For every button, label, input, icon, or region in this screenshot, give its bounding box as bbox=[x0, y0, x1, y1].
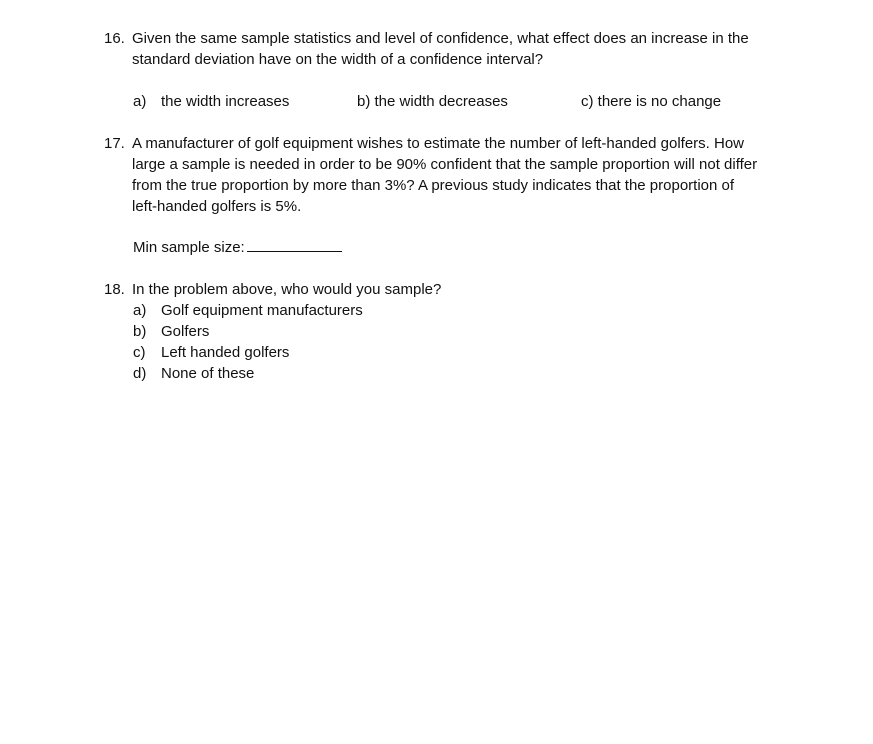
option-letter: a) bbox=[133, 93, 147, 110]
question-17-text-line-3: from the true proportion by more than 3%? A previous study indicates that the proportion of bbox=[132, 177, 735, 194]
option-letter: d) bbox=[133, 365, 147, 382]
question-16-line-1-row bbox=[104, 28, 824, 49]
option-letter: a) bbox=[133, 302, 147, 319]
question-16-line-2-row bbox=[104, 49, 824, 70]
min-sample-size-label: Min sample size: bbox=[133, 239, 245, 256]
option-text: the width decreases bbox=[374, 93, 508, 110]
question-17-indent bbox=[104, 175, 132, 196]
question-17-indent bbox=[104, 196, 132, 217]
option-letter: c) bbox=[133, 344, 146, 361]
question-18-option-a[interactable] bbox=[133, 300, 363, 321]
option-text: the width increases bbox=[161, 93, 290, 110]
question-18-text-line-1: In the problem above, who would you sample? bbox=[132, 281, 442, 298]
question-17-number: 17. bbox=[104, 135, 125, 152]
question-17-line-3-row bbox=[104, 175, 824, 196]
question-18-option-d[interactable] bbox=[133, 363, 363, 384]
question-17-line-4-row bbox=[104, 196, 824, 217]
question-18-options bbox=[133, 300, 363, 384]
option-letter: b) bbox=[357, 93, 371, 110]
question-16-text-line-2: standard deviation have on the width of a confidence interval? bbox=[132, 51, 544, 68]
option-letter: c) bbox=[581, 93, 594, 110]
option-text: Golf equipment manufacturers bbox=[161, 302, 363, 319]
option-text: None of these bbox=[161, 365, 255, 382]
option-text: Golfers bbox=[161, 323, 210, 340]
question-17-text-line-1: A manufacturer of golf equipment wishes to estimate the number of left-handed golfers. How bbox=[132, 135, 744, 152]
question-16 bbox=[104, 28, 824, 70]
question-16-option-c[interactable] bbox=[581, 91, 721, 112]
question-17-line-1-row bbox=[104, 133, 824, 154]
question-17-answer bbox=[133, 237, 342, 258]
question-18-option-c[interactable] bbox=[133, 342, 363, 363]
question-17-line-2-row bbox=[104, 154, 824, 175]
option-text: there is no change bbox=[597, 93, 722, 110]
question-16-number: 16. bbox=[104, 30, 125, 47]
question-18-number: 18. bbox=[104, 281, 125, 298]
question-17 bbox=[104, 133, 824, 217]
question-17-text-line-4: left-handed golfers is 5%. bbox=[132, 198, 302, 215]
question-17-text-line-2: large a sample is needed in order to be 90% confident that the sample proportion will not differ bbox=[132, 156, 758, 173]
question-16-option-b[interactable] bbox=[357, 91, 508, 112]
question-18 bbox=[104, 279, 824, 300]
option-text: Left handed golfers bbox=[161, 344, 290, 361]
question-16-indent bbox=[104, 49, 132, 70]
question-18-line-1-row bbox=[104, 279, 824, 300]
question-18-option-b[interactable] bbox=[133, 321, 363, 342]
question-16-text-line-1: Given the same sample statistics and level of confidence, what effect does an increase in the bbox=[132, 30, 749, 47]
question-16-option-a[interactable] bbox=[133, 91, 289, 112]
question-17-indent bbox=[104, 154, 132, 175]
question-16-options bbox=[133, 91, 773, 113]
min-sample-size-blank[interactable] bbox=[247, 237, 342, 252]
option-letter: b) bbox=[133, 323, 147, 340]
